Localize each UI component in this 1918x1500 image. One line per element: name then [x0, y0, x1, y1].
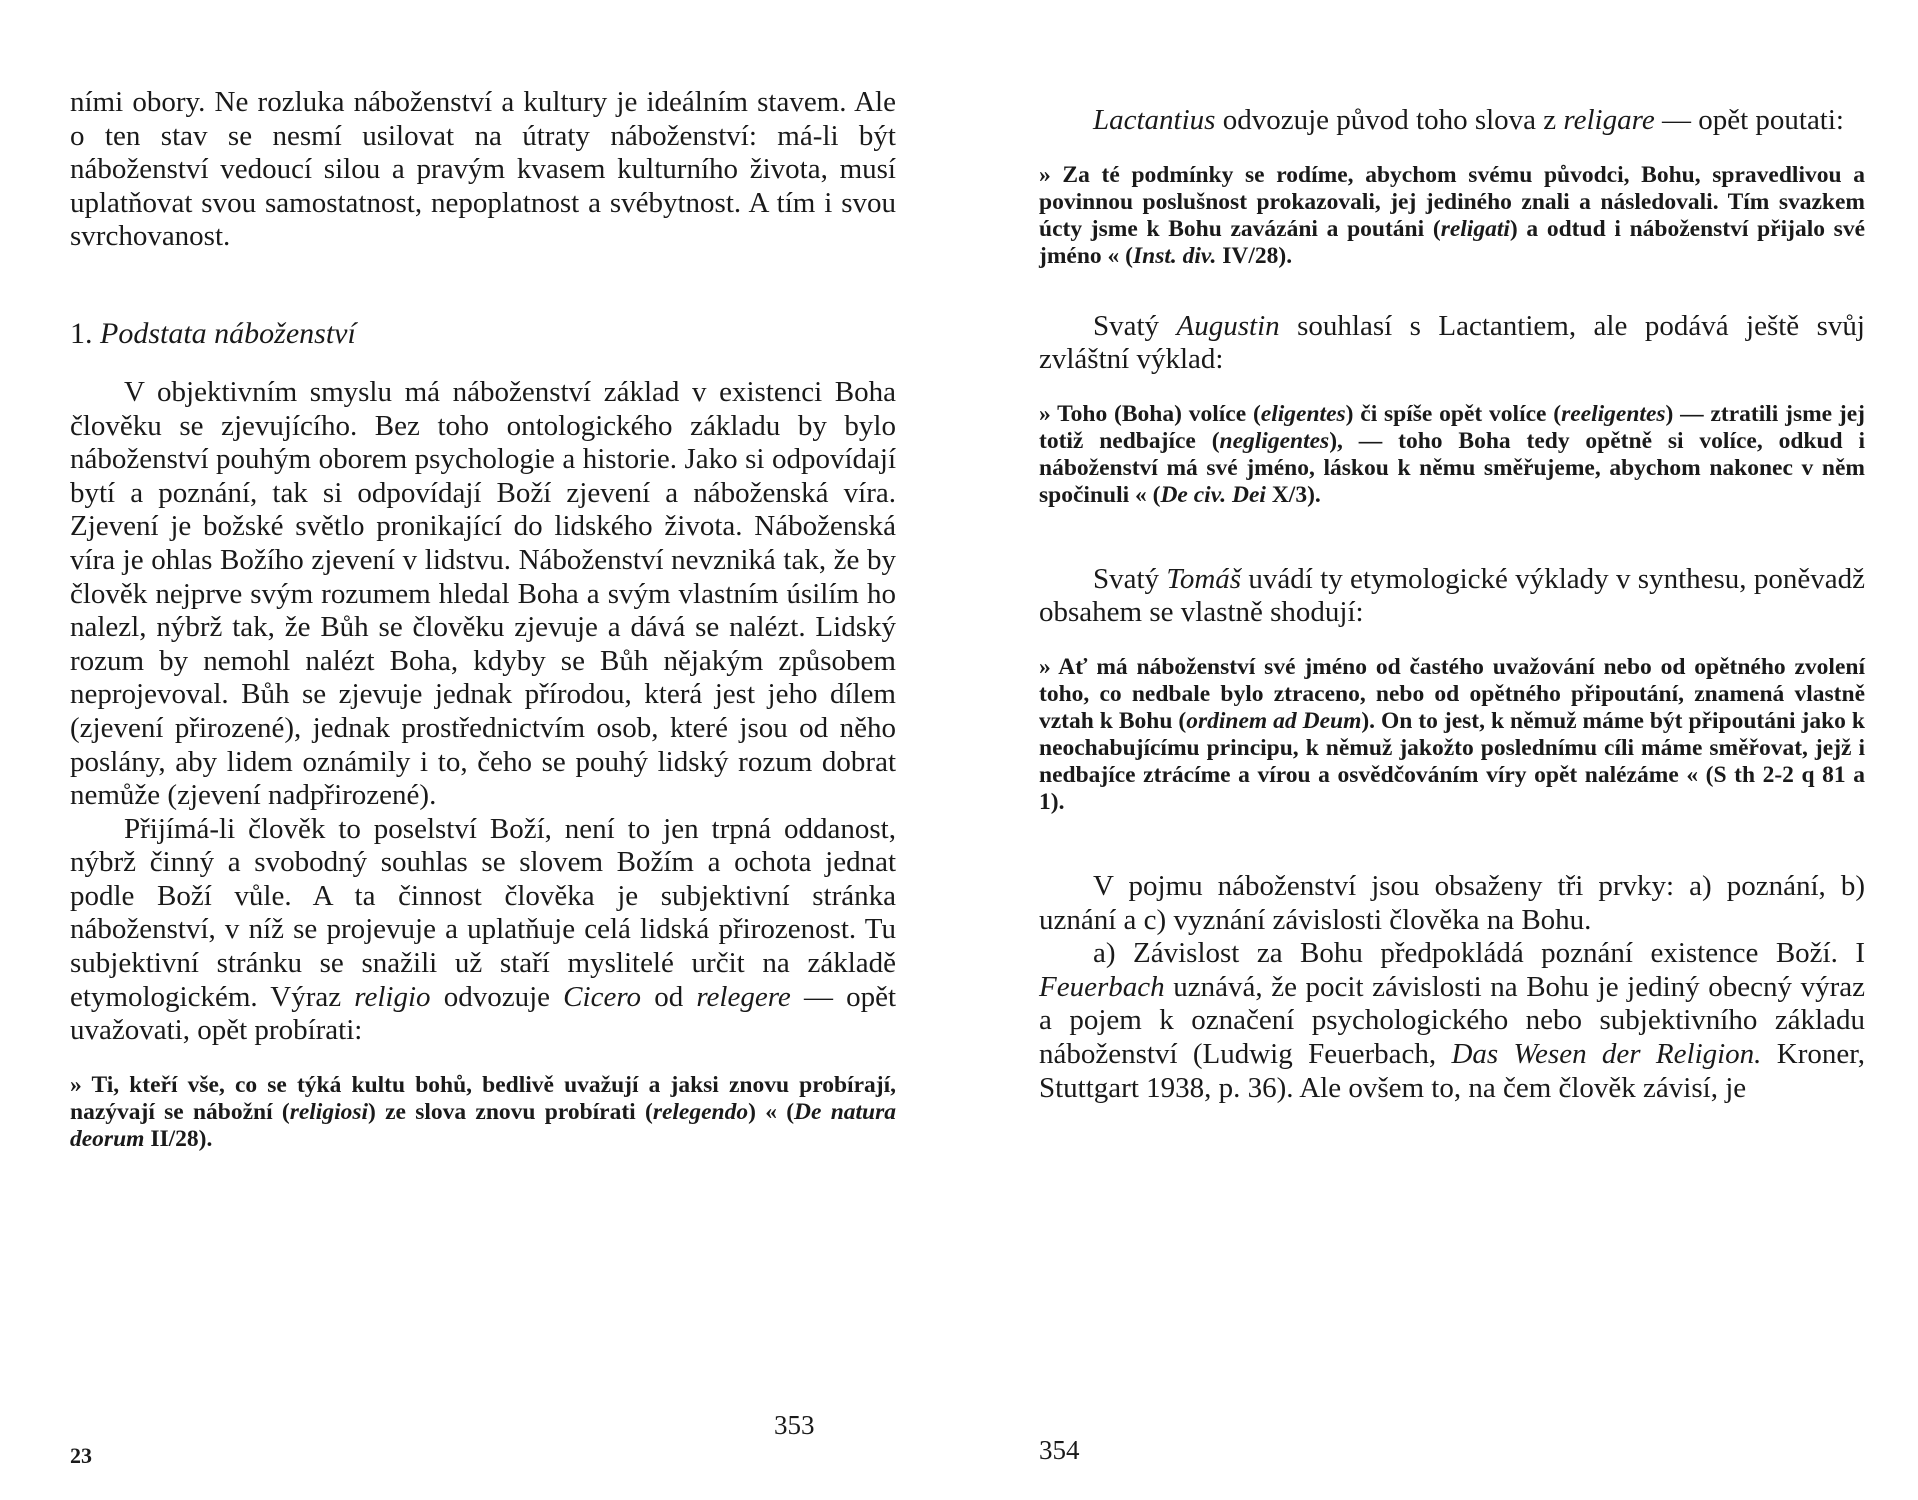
text-run: » Ti, kteří vše, co se týká kultu bohů, bedlivě uvažují a jaksi znovu probírají, nazývají se nábožní (	[70, 1071, 896, 1125]
text-run: ) — ztratili jsme jej totiž nedbajíce (	[1039, 400, 1865, 454]
section-heading	[70, 316, 896, 352]
italic-name: Feuerbach	[1039, 970, 1165, 1003]
text-run: ), — toho Boha tedy opětně si volíce, odkud i náboženství má své jméno, láskou k němu směřujeme, abychom nakonec v něm spočinuli « (	[1039, 427, 1865, 508]
block-quote	[1039, 162, 1865, 270]
text-run: » Ať má náboženství své jméno od častého uvažování nebo od opětného zvolení toho, co nedbale bylo ztraceno, nebo od opětného připoutání, znamená vlastně vztah k Bohu (	[1039, 653, 1865, 734]
signature-mark: 23	[70, 1443, 92, 1468]
text-run: odvozuje	[443, 980, 551, 1013]
text-run: IV/28).	[1222, 242, 1293, 269]
text-run: uvádí ty etymologické výklady v synthesu, poněvadž obsahem se vlastně shodují:	[1039, 562, 1866, 629]
paragraph	[1039, 104, 1865, 138]
block-quote	[70, 1072, 896, 1153]
paragraph	[1039, 937, 1865, 1105]
text-run: ) ze slova znovu probírati (	[368, 1098, 653, 1125]
block-quote	[1039, 401, 1865, 509]
text-run: ) či spíše opět volíce (	[1345, 400, 1562, 427]
italic-term: religio	[354, 980, 431, 1013]
text-run: » Za té podmínky se rodíme, abychom svému původci, Bohu, spravedlivou a povinnou poslušnost prokazovali, jej jediného znali a následovali. Tím svazkem úcty jsme k Bohu zavázáni a poutáni (	[1039, 161, 1865, 242]
right-page	[959, 0, 1918, 1500]
italic-term: eligentes	[1260, 400, 1346, 427]
block-quote	[1039, 654, 1865, 816]
citation-title: De civ. Dei	[1160, 481, 1266, 508]
paragraph	[1039, 870, 1865, 937]
text-run: Svatý	[1093, 562, 1160, 595]
italic-term: religare	[1563, 104, 1655, 136]
paragraph	[70, 86, 896, 254]
italic-name: Augustin	[1176, 309, 1280, 342]
italic-name: Cicero	[563, 980, 642, 1013]
text-run: od	[654, 980, 684, 1013]
paragraph	[70, 376, 896, 813]
paragraph	[70, 813, 896, 1048]
text-run: ) a odtud i náboženství přijalo své jméno « (	[1039, 215, 1865, 269]
paragraph-text: V pojmu náboženství jsou obsaženy tři prvky: a) poznání, b) uznání a c) vyznání závislosti člověka na Bohu.	[1039, 869, 1865, 936]
italic-term: religiosi	[289, 1098, 369, 1125]
text-run: » Toho (Boha) volíce (	[1039, 400, 1261, 427]
text-run: odvozuje původ toho slova z	[1222, 104, 1557, 136]
text-run: II/28).	[150, 1125, 213, 1152]
text-run: — opět poutati:	[1661, 104, 1844, 136]
paragraph-text: ními obory. Ne rozluka náboženství a kultury je ideálním stavem. Ale o ten stav se nesmí usilovat na útraty náboženství: má-li být náboženství vedoucí silou a pravým kvasem kulturního života, musí uplatňovat svou samostatnost, nepoplatnost a svébytnost. A tím i svou svrchovanost.	[70, 86, 896, 253]
italic-term: religati	[1440, 215, 1510, 242]
italic-term: relegere	[696, 980, 791, 1013]
paragraph	[1039, 563, 1865, 630]
italic-term: relegendo	[652, 1098, 749, 1125]
italic-term: ordinem ad Deum	[1186, 707, 1362, 734]
citation-title: De natura deorum	[70, 1098, 897, 1152]
italic-term: negligentes	[1219, 427, 1330, 454]
page-number: 354	[1039, 1435, 1080, 1465]
right-text-column	[1039, 104, 1865, 1105]
text-run: souhlasí s Lactantiem, ale podává ještě svůj zvláštní výklad:	[1039, 309, 1865, 376]
text-run: Přijímá-li člověk to poselství Boží, není to jen trpná oddanost, nýbrž činný a svobodný souhlas se slovem Božím a ochota jednat podle Boží vůle. A ta činnost člověka je subjektivní stránka náboženství, v níž se projevuje a uplatňuje celá lidská přirozenost. Tu subjektivní stránku se snažili už staří myslitelé určit na základě etymologickém. Výraz	[70, 812, 896, 1013]
paragraph-text: V objektivním smyslu má náboženství základ v existenci Boha člověku se zjevujícího. Bez toho ontologického základu by bylo náboženství pouhým oborem psychologie a historie. Jako si odpovídají bytí a poznání, tak si odpovídají Boží zjevení a náboženská víra. Zjevení je božské světlo pronikající do lidského života. Náboženská víra je ohlas Božího zjevení v lidstvu. Náboženství nevzniká tak, že by člověk nejprve svým rozumem hledal Boha a svým vlastním úsilím ho nalezl, nýbrž tak, že Bůh se člověku zjevuje a dává se nalézt. Lidský rozum by nemohl nalézt Boha, kdyby se Bůh nějakým způsobem neprojevoval. Bůh se zjevuje jednak přírodou, která jest jeho dílem (zjevení přirozené), jednak prostřednictvím osob, které jsou od něho poslány, aby lidem oznámily i to, čeho se pouhý lidský rozum dobrat nemůže (zjevení nadpřirozené).	[70, 375, 896, 812]
italic-name: Tomáš	[1166, 562, 1242, 595]
page-number: 353	[774, 1410, 815, 1440]
text-run: ) « (	[748, 1098, 795, 1125]
text-run: Svatý	[1093, 309, 1160, 342]
text-run: X/3).	[1271, 481, 1321, 508]
italic-name: Lactantius	[1093, 104, 1216, 136]
heading-title: Podstata náboženství	[100, 316, 356, 350]
text-run: — opět uvažovati, opět probírati:	[70, 980, 897, 1047]
left-text-column	[70, 86, 896, 1153]
citation-title: Inst. div.	[1132, 242, 1217, 269]
italic-term: reeligentes	[1561, 400, 1666, 427]
text-run: uznává, že pocit závislosti na Bohu je jediný obecný výraz a pojem k označení psychologického nebo subjektivního základu náboženství (Ludwig Feuerbach,	[1039, 970, 1866, 1070]
text-run: Kroner, Stuttgart 1938, p. 36). Ale ovšem to, na čem člověk závisí, je	[1039, 1037, 1866, 1104]
paragraph	[1039, 310, 1865, 377]
citation-title: Das Wesen der Religion.	[1451, 1037, 1762, 1070]
heading-number: 1.	[70, 316, 93, 350]
text-run: a) Závislost za Bohu předpokládá poznání existence Boží. I	[1093, 937, 1865, 970]
text-run: ). On to jest, k němuž máme být připoutáni jako k neochabujícímu principu, k němuž jakožto poslednímu cíli máme směřovat, jejž i nedbajíce ztrácíme a vírou a osvědčováním víry opět nalézáme « (S th 2-2 q 81 a 1).	[1039, 707, 1865, 815]
